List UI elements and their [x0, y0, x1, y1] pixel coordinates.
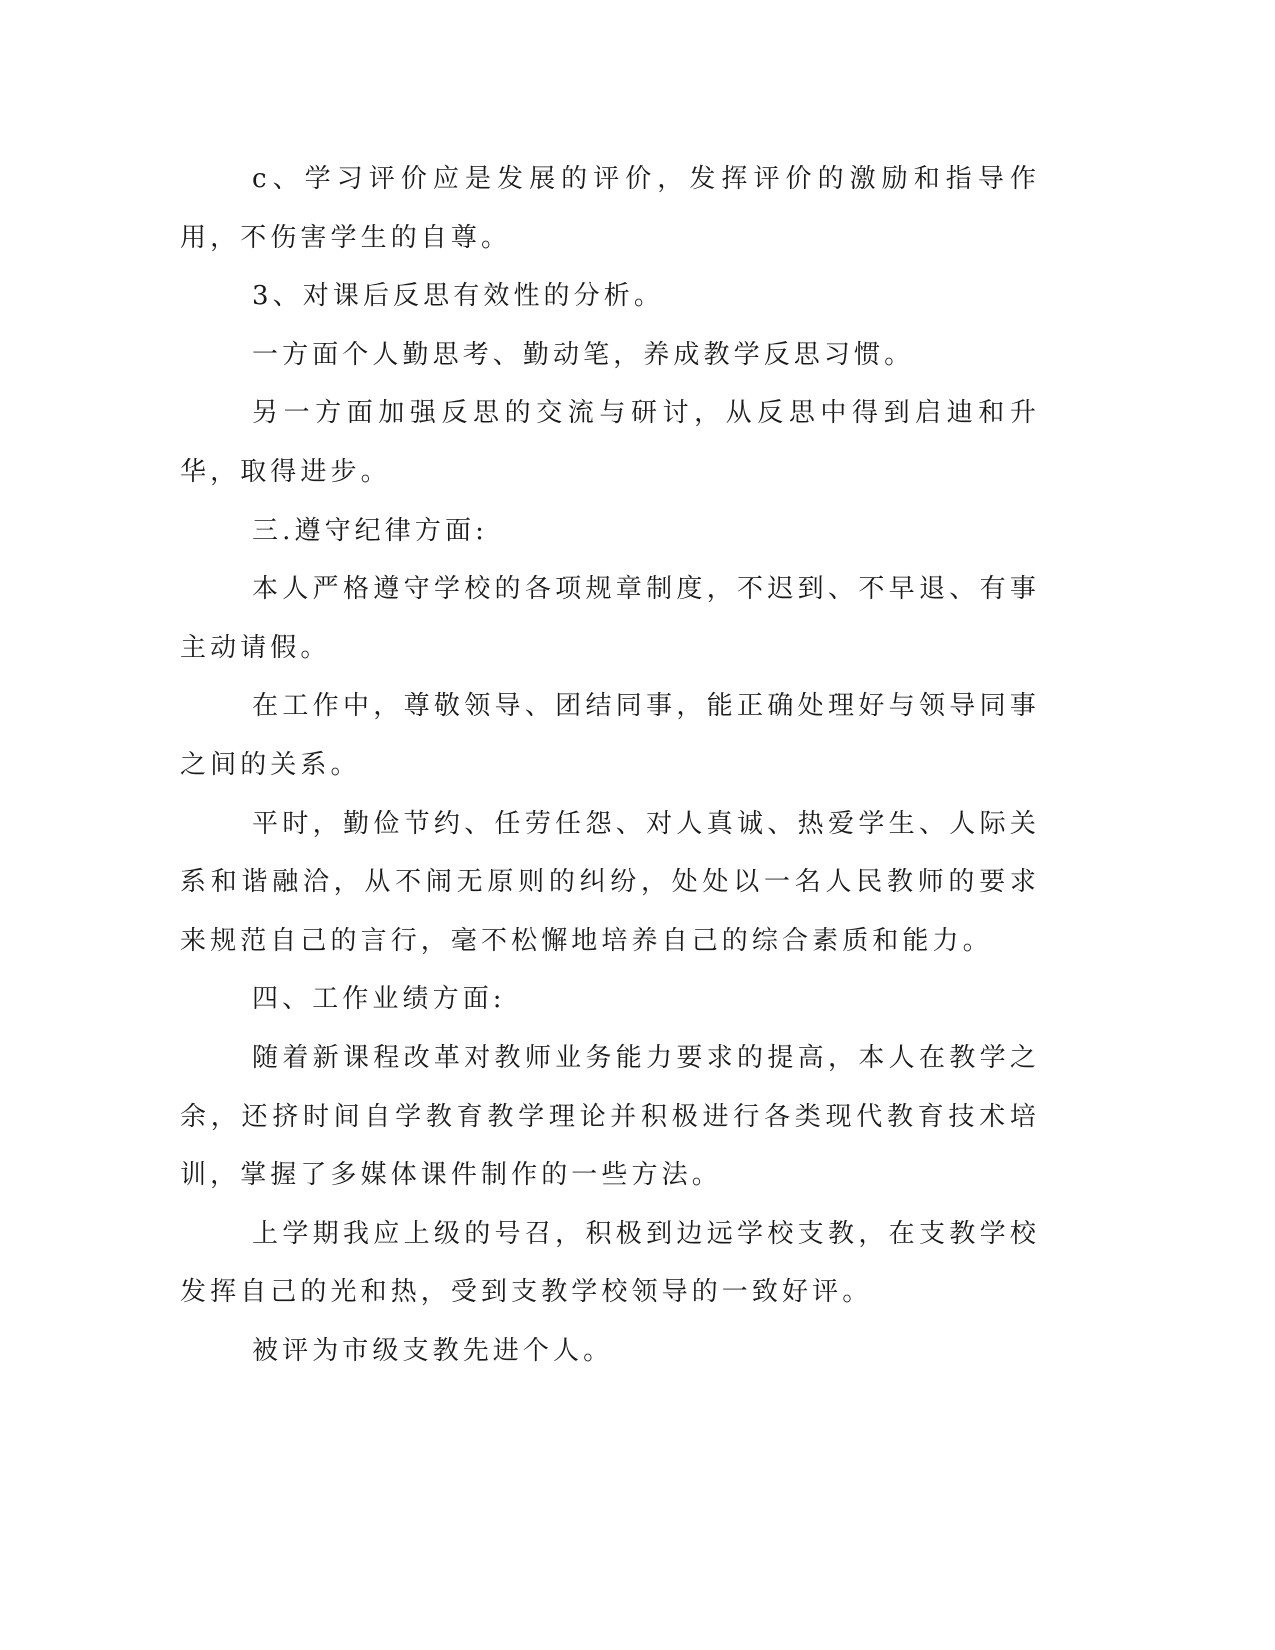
paragraph-reflection-personal: 一方面个人勤思考、勤动笔，养成教学反思习惯。 [252, 339, 915, 370]
paragraph-discipline-conduct: 平时，勤俭节约、任劳任怨、对人真诚、热爱学生、人际关系和谐融洽，从不闹无原则的纠纷，处处以一名人民教师的要求来规范自己的言行，毫不松懈地培养自己的综合素质和能力。 [180, 808, 1040, 956]
paragraph-reflection-exchange: 另一方面加强反思的交流与研讨，从反思中得到启迪和升华，取得进步。 [180, 398, 1040, 487]
document-page [180, 150, 1040, 1380]
paragraph-reflection-heading: 3、对课后反思有效性的分析。 [252, 281, 664, 312]
paragraph-evaluation-c: c、学习评价应是发展的评价，发挥评价的激励和指导作用，不伤害学生的自尊。 [180, 164, 1040, 253]
paragraph-discipline-colleagues: 在工作中，尊敬领导、团结同事，能正确处理好与领导同事之间的关系。 [180, 691, 1040, 780]
paragraph-achievements-support-teaching: 上学期我应上级的号召，积极到边远学校支教，在支教学校发挥自己的光和热，受到支教学校领导的一致好评。 [180, 1218, 1040, 1308]
section-heading-achievements: 四、工作业绩方面: [252, 984, 506, 1015]
section-heading-discipline: 三.遵守纪律方面: [252, 515, 488, 546]
paragraph-discipline-rules: 本人严格遵守学校的各项规章制度，不迟到、不早退、有事主动请假。 [180, 574, 1040, 663]
paragraph-achievements-award: 被评为市级支教先进个人。 [252, 1335, 614, 1366]
paragraph-achievements-training: 随着新课程改革对教师业务能力要求的提高，本人在教学之余，还挤时间自学教育教学理论并积极进行各类现代教育技术培训，掌握了多媒体课件制作的一些方法。 [180, 1042, 1040, 1191]
